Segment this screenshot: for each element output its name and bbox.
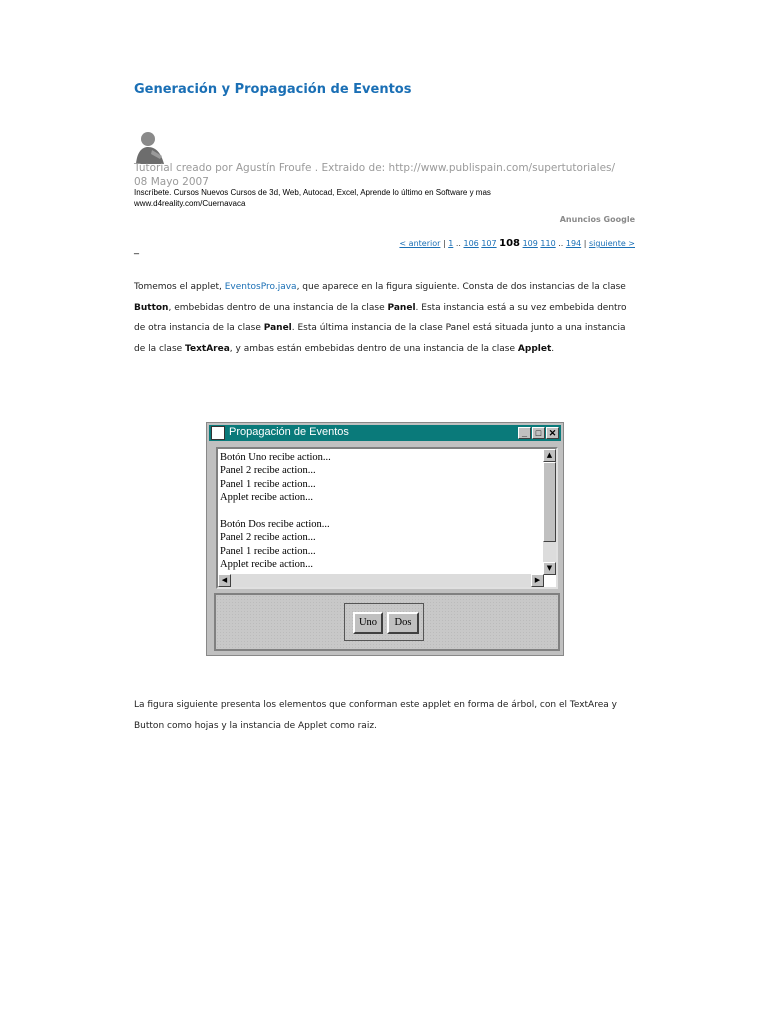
pager-separator: |	[583, 239, 587, 248]
ads-google-label[interactable]: Anuncios Google	[559, 215, 635, 224]
scroll-down-icon[interactable]: ▼	[543, 562, 556, 575]
applet-window-title: Propagación de Eventos	[229, 426, 349, 438]
pager-dots: ..	[455, 239, 461, 248]
vertical-scroll-thumb[interactable]	[543, 462, 556, 542]
close-icon[interactable]: ✕	[546, 427, 559, 439]
page-link-106[interactable]: 106	[463, 239, 479, 248]
page-link-110[interactable]: 110	[540, 239, 556, 248]
scroll-left-icon[interactable]: ◀	[218, 574, 231, 587]
page-link-194[interactable]: 194	[565, 239, 582, 248]
dos-button[interactable]: Dos	[387, 612, 419, 634]
uno-button[interactable]: Uno	[353, 612, 383, 634]
pager-dots: ..	[558, 239, 564, 248]
tree-paragraph: La figura siguiente presenta los elementos que conforman este applet en forma de árbol, con el TextArea y Button como hojas y la instancia de Applet como raiz.	[134, 700, 617, 731]
author-avatar-icon	[134, 130, 166, 164]
minimize-icon[interactable]: _	[518, 427, 531, 439]
applet-window	[206, 422, 564, 656]
article-byline: Tutorial creado por Agustín Froufe . Extraido de: http://www.publispain.com/supertutoriales/	[134, 162, 616, 174]
inner-panel	[344, 603, 424, 641]
event-log-text: Botón Uno recibe action... Panel 2 recibe action... Panel 1 recibe action... Applet recibe action... Botón Dos recibe action... Panel 2 recibe action... Panel 1 recibe action... Applet recibe action...	[220, 452, 331, 571]
event-log-textarea[interactable]	[216, 447, 558, 589]
pagination	[399, 238, 635, 249]
applet-title-bar[interactable]	[209, 425, 561, 441]
java-cup-icon	[211, 426, 225, 440]
vertical-scrollbar[interactable]	[543, 449, 556, 575]
prev-link[interactable]: < anterior	[399, 239, 441, 248]
intro-paragraph: Tomemos el applet, EventosPro.java, que aparece en la figura siguiente. Consta de dos instancias de la clase Button, embebidas dentro de una instancia de la clase Panel. Esta instancia está a su vez embebida dentro de otra instancia de la clase Panel. Esta última instancia de la clase Panel está situada junto a una instancia de la clase TextArea, y ambas están embebidas dentro de una instancia de la clase Applet.	[134, 282, 627, 354]
page-link-1[interactable]: 1	[448, 239, 454, 248]
scroll-up-icon[interactable]: ▲	[543, 449, 556, 462]
current-page: 108	[499, 238, 521, 249]
maximize-icon[interactable]: □	[532, 427, 545, 439]
article-date: 08 Mayo 2007	[134, 176, 209, 188]
horizontal-scrollbar[interactable]	[218, 574, 544, 587]
separator-dash: _	[134, 244, 139, 255]
pager-separator: |	[442, 239, 446, 248]
page-link-107[interactable]: 107	[481, 239, 497, 248]
next-link[interactable]: siguiente >	[588, 239, 635, 248]
scroll-right-icon[interactable]: ▶	[531, 574, 544, 587]
ad-text[interactable]: Inscríbete. Cursos Nuevos Cursos de 3d, Web, Autocad, Excel, Aprende lo último en Software y mas	[134, 188, 491, 197]
applet-source-link[interactable]: EventosPro.java	[224, 282, 297, 292]
page-link-109[interactable]: 109	[522, 239, 538, 248]
buttons-panel	[214, 593, 560, 651]
page-title: Generación y Propagación de Eventos	[134, 82, 412, 97]
ad-url[interactable]: www.d4reality.com/Cuernavaca	[134, 199, 246, 208]
